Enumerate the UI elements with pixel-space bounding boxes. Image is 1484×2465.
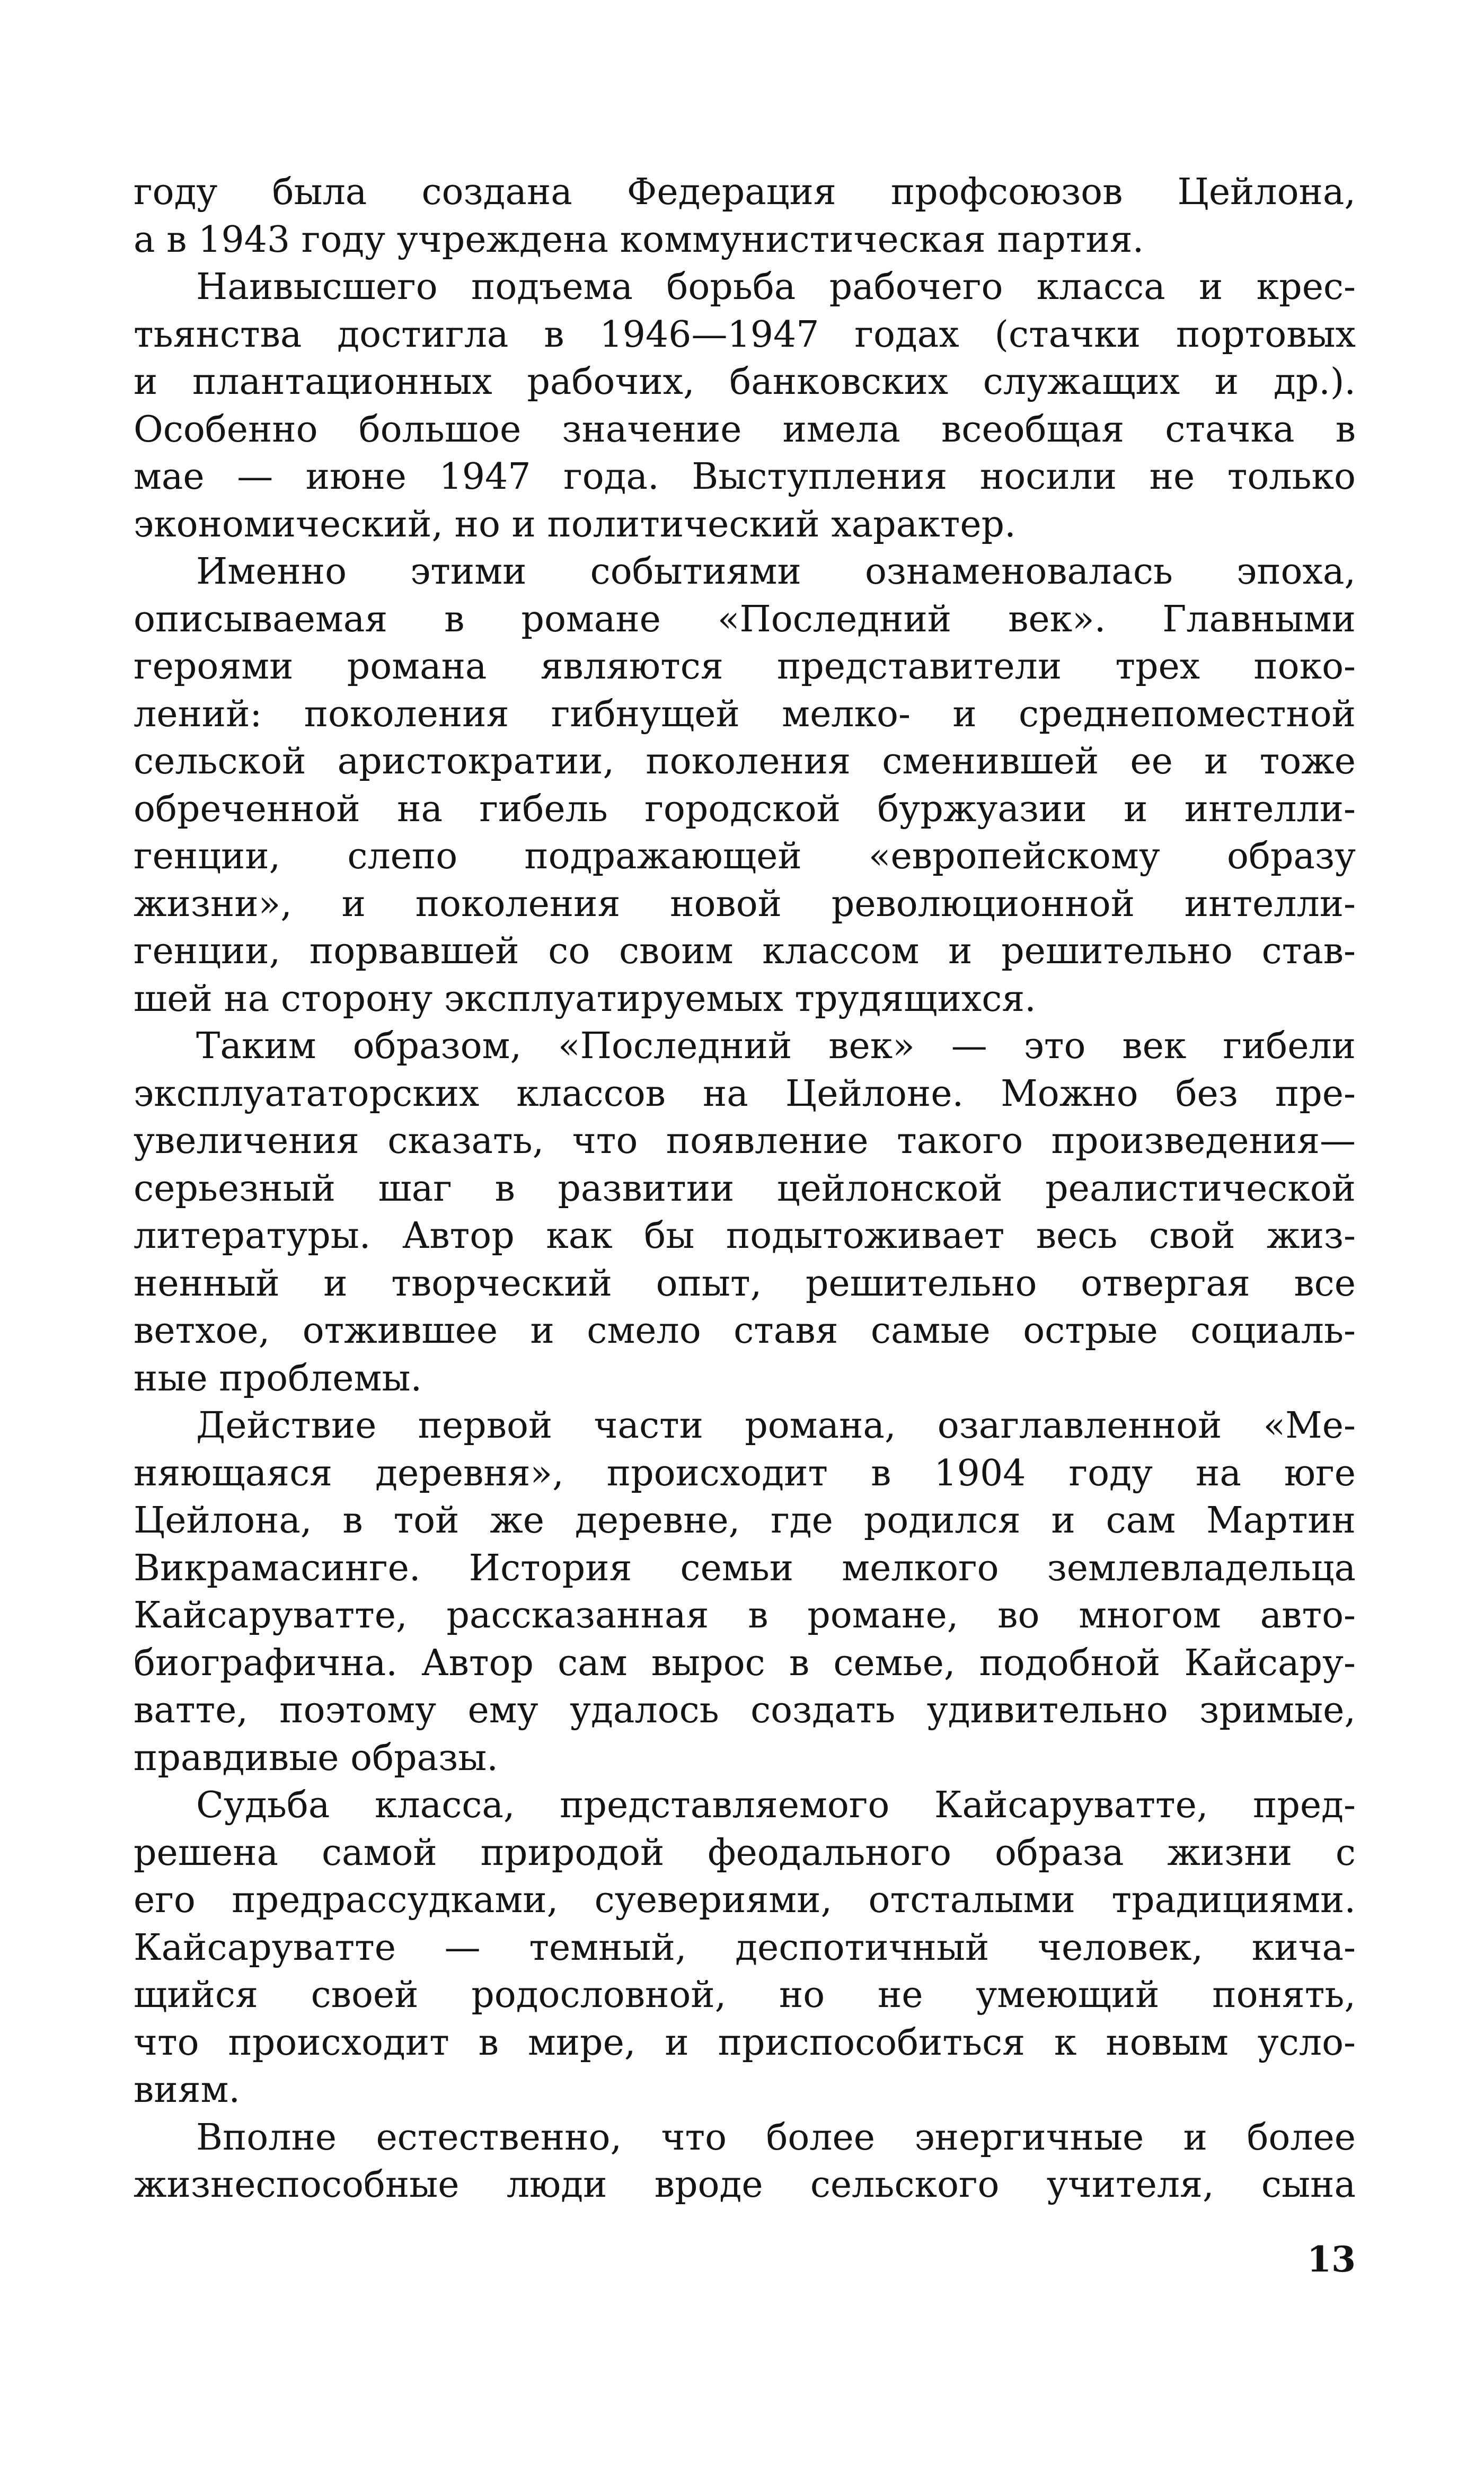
text-line: правдивые образы. — [134, 1737, 498, 1779]
text-line: Наивысшего подъема борьба рабочего класса и крес- — [196, 266, 1356, 308]
text-line: эксплуататорских классов на Цейлоне. Можно без пре- — [134, 1072, 1356, 1115]
text-line: Кайсаруватте, рассказанная в романе, во многом авто- — [134, 1595, 1356, 1636]
text-line: серьезный шаг в развитии цейлонской реалистической — [134, 1167, 1356, 1210]
text-line: жизни», и поколения новой революционной интелли- — [134, 883, 1356, 925]
text-line: ватте, поэтому ему удалось создать удивительно зримые, — [134, 1689, 1356, 1731]
text-line: описываемая в романе «Последний век». Главными — [134, 598, 1356, 640]
text-line: биографична. Автор сам вырос в семье, подобной Кайсару- — [134, 1642, 1356, 1684]
text-line: Кайсаруватте — темный, деспотичный человек, кича- — [134, 1926, 1356, 1969]
text-line: решена самой природой феодального образа жизни с — [134, 1832, 1356, 1874]
text-line: генции, порвавшей со своим классом и решительно став- — [134, 930, 1356, 972]
text-line: ненный и творческий опыт, решительно отвергая все — [134, 1262, 1356, 1305]
page-number: 13 — [1307, 2239, 1356, 2280]
text-line: Цейлона, в той же деревне, где родился и сам Мартин — [134, 1500, 1356, 1542]
text-line: увеличения сказать, что появление такого произведения— — [134, 1120, 1356, 1162]
text-line: Именно этими событиями ознаменовалась эпоха, — [196, 551, 1356, 593]
body-text — [134, 169, 1356, 2209]
text-line: сельской аристократии, поколения сменившей ее и тоже — [134, 741, 1356, 782]
text-line: и плантационных рабочих, банковских служащих и др.). — [134, 361, 1356, 403]
text-line: Особенно большое значение имела всеобщая стачка в — [134, 408, 1356, 451]
text-line: Вполне естественно, что более энергичные и более — [196, 2116, 1356, 2159]
text-line: тьянства достигла в 1946—1947 годах (стачки портовых — [134, 313, 1356, 356]
text-line: щийся своей родословной, но не умеющий понять, — [134, 1974, 1356, 2016]
text-line: Действие первой части романа, озаглавленной «Ме- — [196, 1405, 1356, 1447]
text-line: няющаяся деревня», происходит в 1904 году на юге — [134, 1452, 1356, 1494]
text-line: лений: поколения гибнущей мелко- и среднепоместной — [134, 693, 1356, 735]
text-line: а в 1943 году учреждена коммунистическая партия. — [134, 218, 1144, 261]
text-line: ветхое, отжившее и смело ставя самые острые социаль- — [134, 1310, 1356, 1352]
text-line: шей на сторону эксплуатируемых трудящихся. — [134, 978, 1036, 1020]
text-line: году была создана Федерация профсоюзов Цейлона, — [134, 171, 1356, 213]
text-line: его предрассудками, суевериями, отсталыми традициями. — [134, 1879, 1356, 1921]
text-line: экономический, но и политический характер. — [134, 503, 1016, 545]
text-line: генции, слепо подражающей «европейскому образу — [134, 835, 1356, 877]
text-line: Судьба класса, представляемого Кайсаруватте, пред- — [196, 1784, 1356, 1826]
text-line: обреченной на гибель городской буржуазии и интелли- — [134, 788, 1356, 830]
text-line: ные проблемы. — [134, 1357, 422, 1399]
text-line: виям. — [134, 2069, 241, 2111]
text-line: Таким образом, «Последний век» — это век гибели — [196, 1025, 1356, 1067]
text-line: героями романа являются представители трех поко- — [134, 646, 1356, 688]
text-line: мае — июне 1947 года. Выступления носили не только — [134, 456, 1356, 498]
text-line: литературы. Автор как бы подытоживает весь свой жиз- — [134, 1215, 1356, 1257]
text-line: жизнеспособные люди вроде сельского учителя, сына — [134, 2164, 1356, 2206]
text-line: что происходит в мире, и приспособиться к новым усло- — [134, 2021, 1356, 2064]
text-line: Викрамасинге. История семьи мелкого землевладельца — [134, 1547, 1356, 1589]
